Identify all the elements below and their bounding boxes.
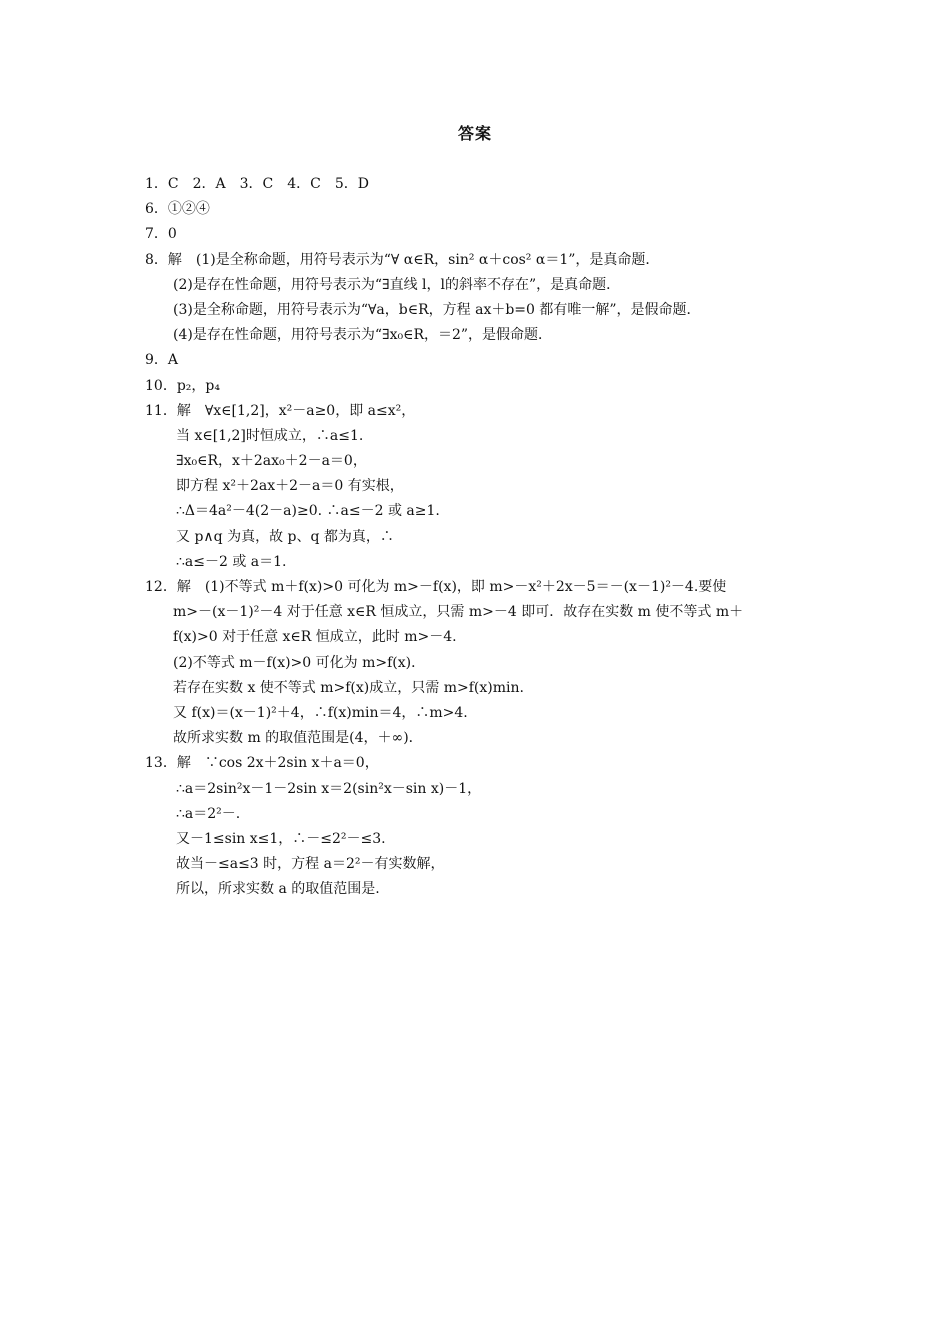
answer-line: (3)是全称命题，用符号表示为“∀a，b∈R，方程 ax＋b=0 都有唯一解”，是假命题．	[173, 301, 701, 318]
answer-line: ∴a≤－2 或 a＝1.	[176, 553, 287, 570]
answer-list	[145, 172, 825, 902]
answer-line: ∴Δ＝4a²－4(2－a)≥0. ∴a≤－2 或 a≥1.	[176, 503, 440, 520]
answer-line: 10．p₂，p₄	[145, 377, 220, 394]
answer-line: 1．C 2．A 3．C 4．C 5．D	[145, 176, 370, 192]
answer-line: ∃x₀∈R，x＋2ax₀＋2－a＝0，	[176, 453, 367, 470]
answer-line: 12．解 (1)不等式 m＋f(x)>0 可化为 m>－f(x)，即 m>－x²＋2x－5＝－(x－1)²－4.要使	[145, 579, 727, 595]
page-title: 答案	[457, 124, 492, 143]
answer-line: 9．A	[145, 352, 179, 369]
answer-line: 故所求实数 m 的取值范围是(4，＋∞)．	[173, 730, 423, 747]
answer-line: 又 f(x)＝(x－1)²＋4，∴f(x)min＝4，∴m>4.	[173, 704, 468, 721]
answer-line: 故当－≤a≤3 时，方程 a＝2²－有实数解，	[176, 856, 445, 873]
answer-line: (2)是存在性命题，用符号表示为“∃直线 l，l的斜率不存在”，是真命题．	[173, 276, 621, 293]
answer-line: ∴a＝2²－.	[176, 805, 241, 822]
answer-line: 当 x∈[1,2]时恒成立，∴a≤1.	[176, 427, 364, 444]
answer-line: 又－1≤sin x≤1，∴－≤2²－≤3.	[176, 830, 386, 847]
answer-line: 又 p∧q 为真，故 p、q 都为真，∴	[176, 528, 394, 545]
answer-line: 8．解 (1)是全称命题，用符号表示为“∀ α∈R，sin² α＋cos² α＝1”，是真命题．	[145, 251, 660, 268]
answer-line: (2)不等式 m－f(x)>0 可化为 m>f(x)．	[173, 654, 426, 671]
answer-line: 13．解 ∵cos 2x＋2sin x＋a＝0，	[145, 755, 379, 772]
answer-line: 若存在实数 x 使不等式 m>f(x)成立，只需 m>f(x)min.	[173, 679, 524, 696]
answer-line: f(x)>0 对于任意 x∈R 恒成立，此时 m>－4.	[173, 629, 457, 646]
answer-line: ∴a＝2sin²x－1－2sin x＝2(sin²x－sin x)－1，	[176, 780, 482, 797]
answer-line: m>－(x－1)²－4 对于任意 x∈R 恒成立，只需 m>－4 即可．故存在实数 m 使不等式 m＋	[173, 604, 744, 621]
answer-line: 即方程 x²＋2ax＋2－a＝0 有实根，	[176, 478, 404, 495]
answer-line: 所以，所求实数 a 的取值范围是.	[176, 881, 380, 898]
answer-line: 6．①②④	[145, 201, 210, 218]
answer-line: 7．0	[145, 226, 177, 243]
answer-line: (4)是存在性命题，用符号表示为“∃x₀∈R，＝2”，是假命题．	[173, 327, 553, 344]
answer-line: 11．解 ∀x∈[1,2]，x²－a≥0，即 a≤x²，	[145, 402, 416, 419]
